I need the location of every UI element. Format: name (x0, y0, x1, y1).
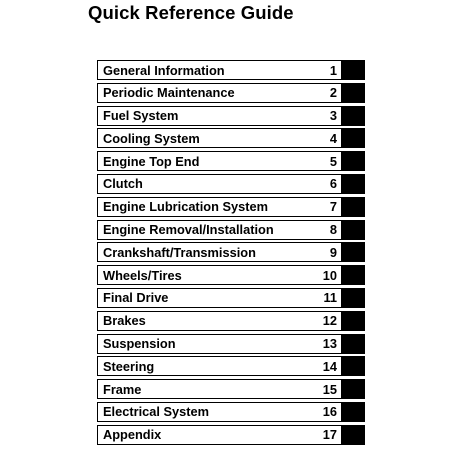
toc-entry-box[interactable] (97, 334, 342, 354)
section-tab-marker (342, 220, 365, 240)
section-tab-marker (342, 356, 365, 376)
section-tab-marker (342, 402, 365, 422)
toc-row-general-information[interactable] (97, 60, 365, 80)
section-tab-marker (342, 60, 365, 80)
toc-entry-label: General Information (103, 62, 225, 78)
toc-row-wheels-tires[interactable] (97, 265, 365, 285)
toc-entry-label: Final Drive (103, 290, 169, 306)
toc-entry-box[interactable] (97, 128, 342, 148)
toc-entry-label: Frame (103, 381, 142, 397)
toc-row-engine-lubrication-system[interactable] (97, 197, 365, 217)
toc-entry-number: 6 (329, 176, 337, 192)
toc-entry-label: Steering (103, 358, 155, 374)
toc-entry-number: 14 (322, 358, 337, 374)
toc-entry-label: Suspension (103, 336, 176, 352)
section-tab-marker (342, 174, 365, 194)
section-tab-marker (342, 151, 365, 171)
section-tab-marker (342, 265, 365, 285)
toc-entry-number: 9 (329, 244, 337, 260)
toc-entry-number: 16 (322, 404, 337, 420)
toc-entry-number: 5 (329, 153, 337, 169)
toc-entry-box[interactable] (97, 151, 342, 171)
toc-entry-box[interactable] (97, 311, 342, 331)
section-tab-marker (342, 106, 365, 126)
toc-row-engine-top-end[interactable] (97, 151, 365, 171)
toc-entry-box[interactable] (97, 425, 342, 445)
toc-entry-label: Appendix (103, 427, 162, 443)
toc-entry-number: 7 (329, 199, 337, 215)
toc-row-crankshaft-transmission[interactable] (97, 242, 365, 262)
section-tab-marker (342, 242, 365, 262)
toc-entry-label: Crankshaft/Transmission (103, 244, 256, 260)
toc-row-electrical-system[interactable] (97, 402, 365, 422)
section-tab-marker (342, 334, 365, 354)
toc-row-brakes[interactable] (97, 311, 365, 331)
toc-entry-label: Clutch (103, 176, 143, 192)
toc-entry-label: Brakes (103, 313, 146, 329)
toc-entry-number: 13 (322, 336, 337, 352)
toc-entry-label: Periodic Maintenance (103, 85, 235, 101)
toc-entry-box[interactable] (97, 197, 342, 217)
toc-entry-box[interactable] (97, 402, 342, 422)
toc-entry-box[interactable] (97, 379, 342, 399)
toc-entry-label: Engine Lubrication System (103, 199, 268, 215)
section-tab-marker (342, 197, 365, 217)
toc-entry-box[interactable] (97, 288, 342, 308)
toc-entry-box[interactable] (97, 83, 342, 103)
toc-entry-number: 8 (329, 222, 337, 238)
toc-entry-box[interactable] (97, 265, 342, 285)
toc-entry-box[interactable] (97, 106, 342, 126)
toc-entry-number: 17 (322, 427, 337, 443)
section-tab-marker (342, 379, 365, 399)
toc-entry-number: 2 (329, 85, 337, 101)
page-title: Quick Reference Guide (88, 2, 294, 23)
toc-entry-number: 15 (322, 381, 337, 397)
toc-entry-number: 10 (322, 267, 337, 283)
toc-entry-label: Engine Removal/Installation (103, 222, 274, 238)
toc-row-fuel-system[interactable] (97, 106, 365, 126)
toc-entry-box[interactable] (97, 220, 342, 240)
toc-entry-number: 4 (329, 130, 337, 146)
section-tab-marker (342, 425, 365, 445)
section-tab-marker (342, 83, 365, 103)
toc-entry-box[interactable] (97, 356, 342, 376)
toc-row-appendix[interactable] (97, 425, 365, 445)
toc-row-periodic-maintenance[interactable] (97, 83, 365, 103)
section-tab-marker (342, 288, 365, 308)
toc-entry-box[interactable] (97, 60, 342, 80)
toc-entry-label: Cooling System (103, 130, 200, 146)
toc-row-cooling-system[interactable] (97, 128, 365, 148)
toc-row-engine-removal-installation[interactable] (97, 220, 365, 240)
toc-row-final-drive[interactable] (97, 288, 365, 308)
section-tab-marker (342, 311, 365, 331)
section-tab-marker (342, 128, 365, 148)
toc-row-frame[interactable] (97, 379, 365, 399)
toc-entry-box[interactable] (97, 174, 342, 194)
toc-entry-number: 12 (322, 313, 337, 329)
toc-entry-box[interactable] (97, 242, 342, 262)
toc-entry-number: 1 (329, 62, 337, 78)
toc-entry-number: 11 (323, 290, 337, 306)
toc-entry-label: Electrical System (103, 404, 209, 420)
toc-row-steering[interactable] (97, 356, 365, 376)
toc-entry-label: Fuel System (103, 108, 179, 124)
toc-entry-label: Wheels/Tires (103, 267, 182, 283)
toc-list (97, 60, 365, 448)
toc-entry-label: Engine Top End (103, 153, 200, 169)
toc-row-suspension[interactable] (97, 334, 365, 354)
toc-entry-number: 3 (329, 108, 337, 124)
toc-row-clutch[interactable] (97, 174, 365, 194)
